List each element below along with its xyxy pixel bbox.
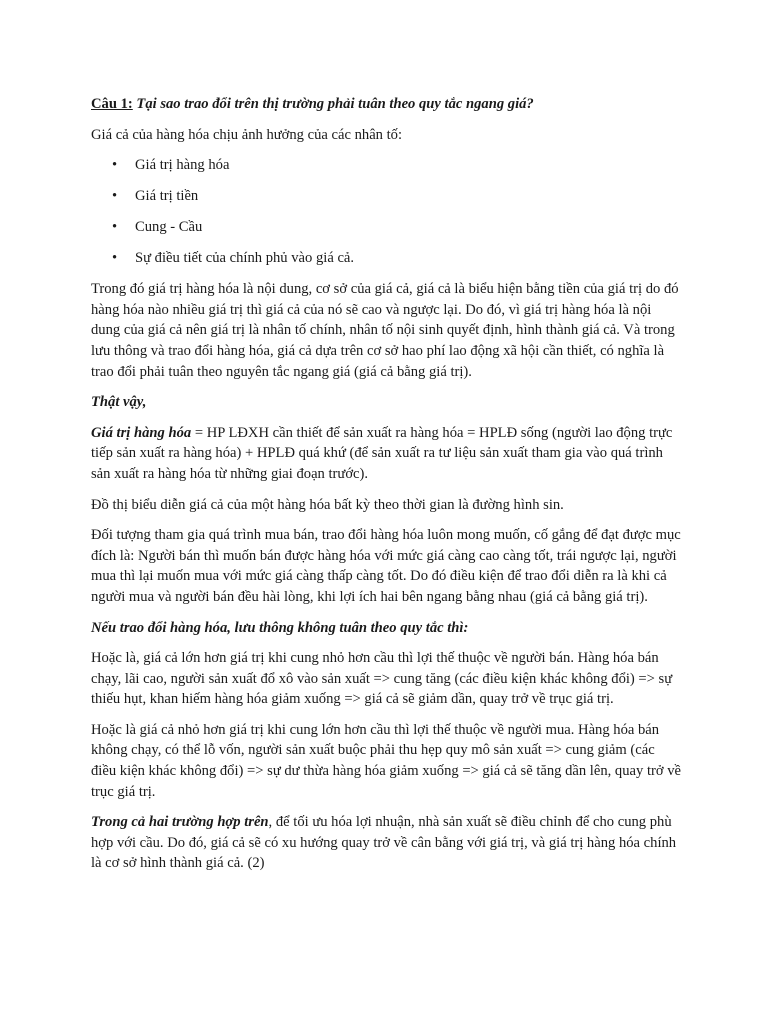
conclusion-text: , để tối ưu hóa lợi nhuận, nhà sản xuất sẽ điều chỉnh để cho cung phù hợp với cầu. Do đó, giá cả sẽ có xu hướng quay trở về cân bằng với giá trị, và giá trị hàng hóa chính là cơ sở hình thành giá cả. (2) (91, 814, 677, 872)
that-vay-heading: Thật vậy, (91, 394, 147, 411)
bullet-icon: • (112, 219, 118, 236)
value-definition-text: = HP LĐXH cần thiết để sản xuất ra hàng hóa = HPLĐ sống (người lao động trực tiếp sản xuất ra hàng hóa) + HPLĐ quá khứ (để sản xuất ra tư liệu sản xuất tham gia vào quá trình sản xuất ra hàng hóa từ những giai đoạn trước). (91, 424, 673, 482)
value-basis-paragraph: Trong đó giá trị hàng hóa là nội dung, cơ sở của giá cả, giá cả là biểu hiện bằng tiền của giá trị do đó hàng hóa nào nhiều giá trị thì giá cả của nó sẽ cao và ngược lại. Do đó, vì giá trị hàng hóa là nội dung của giá cả nên giá trị là nhân tố chính, nhân tố nội sinh quyết định, hình thành giá cả. Và trong lưu thông và trao đổi hàng hóa, giá cả dựa trên cơ sở hao phí lao động xã hội cần thiết, có nghĩa là trao đổi phải tuân theo nguyên tắc ngang giá (giá cả bằng giá trị). (91, 281, 679, 380)
question-text: Tại sao trao đổi trên thị trường phải tuân theo quy tắc ngang giá? (136, 96, 534, 112)
case-low-paragraph: Hoặc là giá cả nhỏ hơn giá trị khi cung lớn hơn cầu thì lợi thế thuộc về người mua. Hàng hóa bán không chạy, có thể lỗ vốn, người sản xuất buộc phải thu hẹp quy mô sản xuất => cung giảm (các điều kiện khác không đổi) => sự dư thừa hàng hóa giảm xuống => giá cả sẽ tăng dần lên, quay trở về trục giá trị. (91, 721, 682, 800)
factor-list (91, 155, 681, 279)
document-page (91, 94, 681, 884)
value-term: Giá trị hàng hóa (91, 424, 192, 441)
conclusion-lead: Trong cả hai trường hợp trên (91, 814, 269, 831)
factor-label: Giá trị tiền (135, 188, 199, 205)
question-label: Câu 1: (91, 96, 133, 112)
bullet-icon: • (112, 188, 118, 205)
value-definition-paragraph (91, 423, 681, 485)
factor-label: Giá trị hàng hóa (135, 157, 230, 174)
factor-label: Sự điều tiết của chính phủ vào giá cả. (135, 250, 355, 267)
list-item (91, 186, 681, 217)
graph-paragraph: Đồ thị biểu diễn giá cả của một hàng hóa bất kỳ theo thời gian là đường hình sin. (91, 496, 564, 513)
bullet-icon: • (112, 157, 118, 174)
not-follow-heading: Nếu trao đổi hàng hóa, lưu thông không tuân theo quy tắc thì: (91, 619, 469, 636)
bullet-icon: • (112, 250, 118, 267)
conclusion-paragraph (91, 812, 681, 874)
list-item (91, 217, 681, 248)
list-item (91, 248, 681, 279)
factor-label: Cung - Cầu (135, 219, 203, 236)
subjects-paragraph: Đối tượng tham gia quá trình mua bán, trao đổi hàng hóa luôn mong muốn, cố gắng để đạt được mục đích là: Người bán thì muốn bán được hàng hóa với mức giá càng cao càng tốt, trái ngược lại, người mua thì lại muốn mua với mức giá càng thấp càng tốt. Do đó điều kiện để trao đổi diễn ra là khi cả người mua và người bán đều hài lòng, khi lợi ích hai bên ngang bằng nhau (giá cả bằng giá trị). (91, 527, 681, 605)
intro-paragraph: Giá cả của hàng hóa chịu ảnh hưởng của các nhân tố: (91, 126, 403, 143)
case-high-paragraph: Hoặc là, giá cả lớn hơn giá trị khi cung nhỏ hơn cầu thì lợi thế thuộc về người bán. Hàng hóa bán chạy, lãi cao, người sản xuất đổ xô vào sản xuất => cung tăng (các điều kiện khác không đổi) => sự thiếu hụt, khan hiếm hàng hóa giảm xuống => giá cả sẽ giảm dần, quay trở về trục giá trị. (91, 650, 673, 708)
question-heading (91, 94, 681, 115)
list-item (91, 155, 681, 186)
